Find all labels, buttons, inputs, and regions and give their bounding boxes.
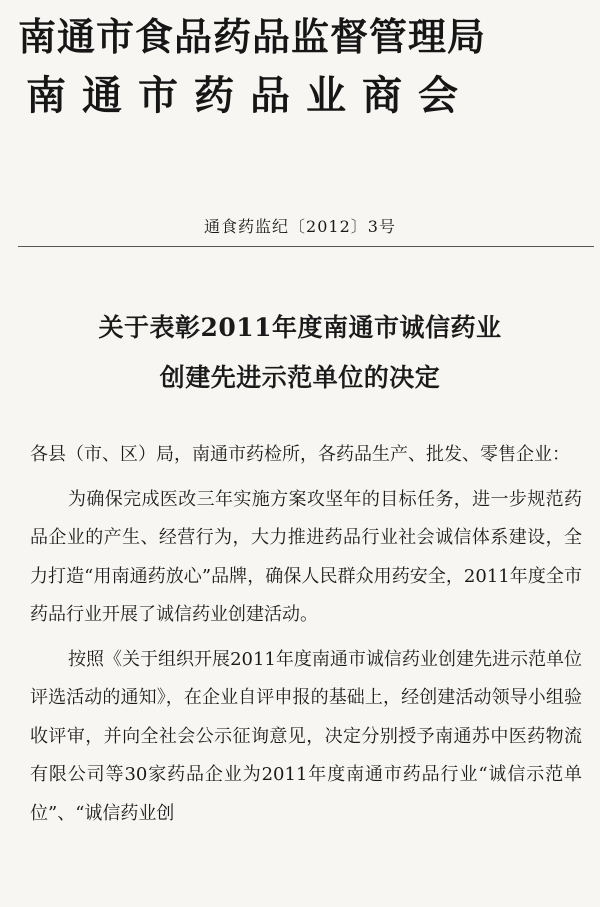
document-number: 通食药监纪〔2012〕3号 xyxy=(204,217,396,236)
body-paragraph-1: 为确保完成医改三年实施方案攻坚年的目标任务，进一步规范药品企业的产生、经营行为，大力推进药品行业社会诚信体系建设，全力打造“用南通药放心”品牌，确保人民群众用药安全，2011年度全市药品行业开展了诚信药业创建活动。 xyxy=(30,488,582,625)
salutation: 各县（市、区）局，南通市药检所，各药品生产、批发、零售企业： xyxy=(30,444,570,465)
document-body xyxy=(30,436,582,833)
header-divider xyxy=(18,246,594,247)
body-paragraph-2: 按照《关于组织开展2011年度南通市诚信药业创建先进示范单位评选活动的通知》，在企业自评申报的基础上，经创建活动领导小组验收评审，并向全社会公示征询意见，决定分别授予南通苏中医药物流有限公司等30家药品企业为2011年度南通市药品行业“诚信示范单位”、“诚信药业创 xyxy=(30,648,582,824)
issuer-name-chamber: 南通市药品业商会 xyxy=(26,73,474,119)
document-title-line-1: 关于表彰2011年度南通市诚信药业 xyxy=(98,313,502,342)
document-title-line-2: 创建先进示范单位的决定 xyxy=(159,363,441,392)
issuer-name-bureau: 南通市食品药品监督管理局 xyxy=(18,15,487,59)
